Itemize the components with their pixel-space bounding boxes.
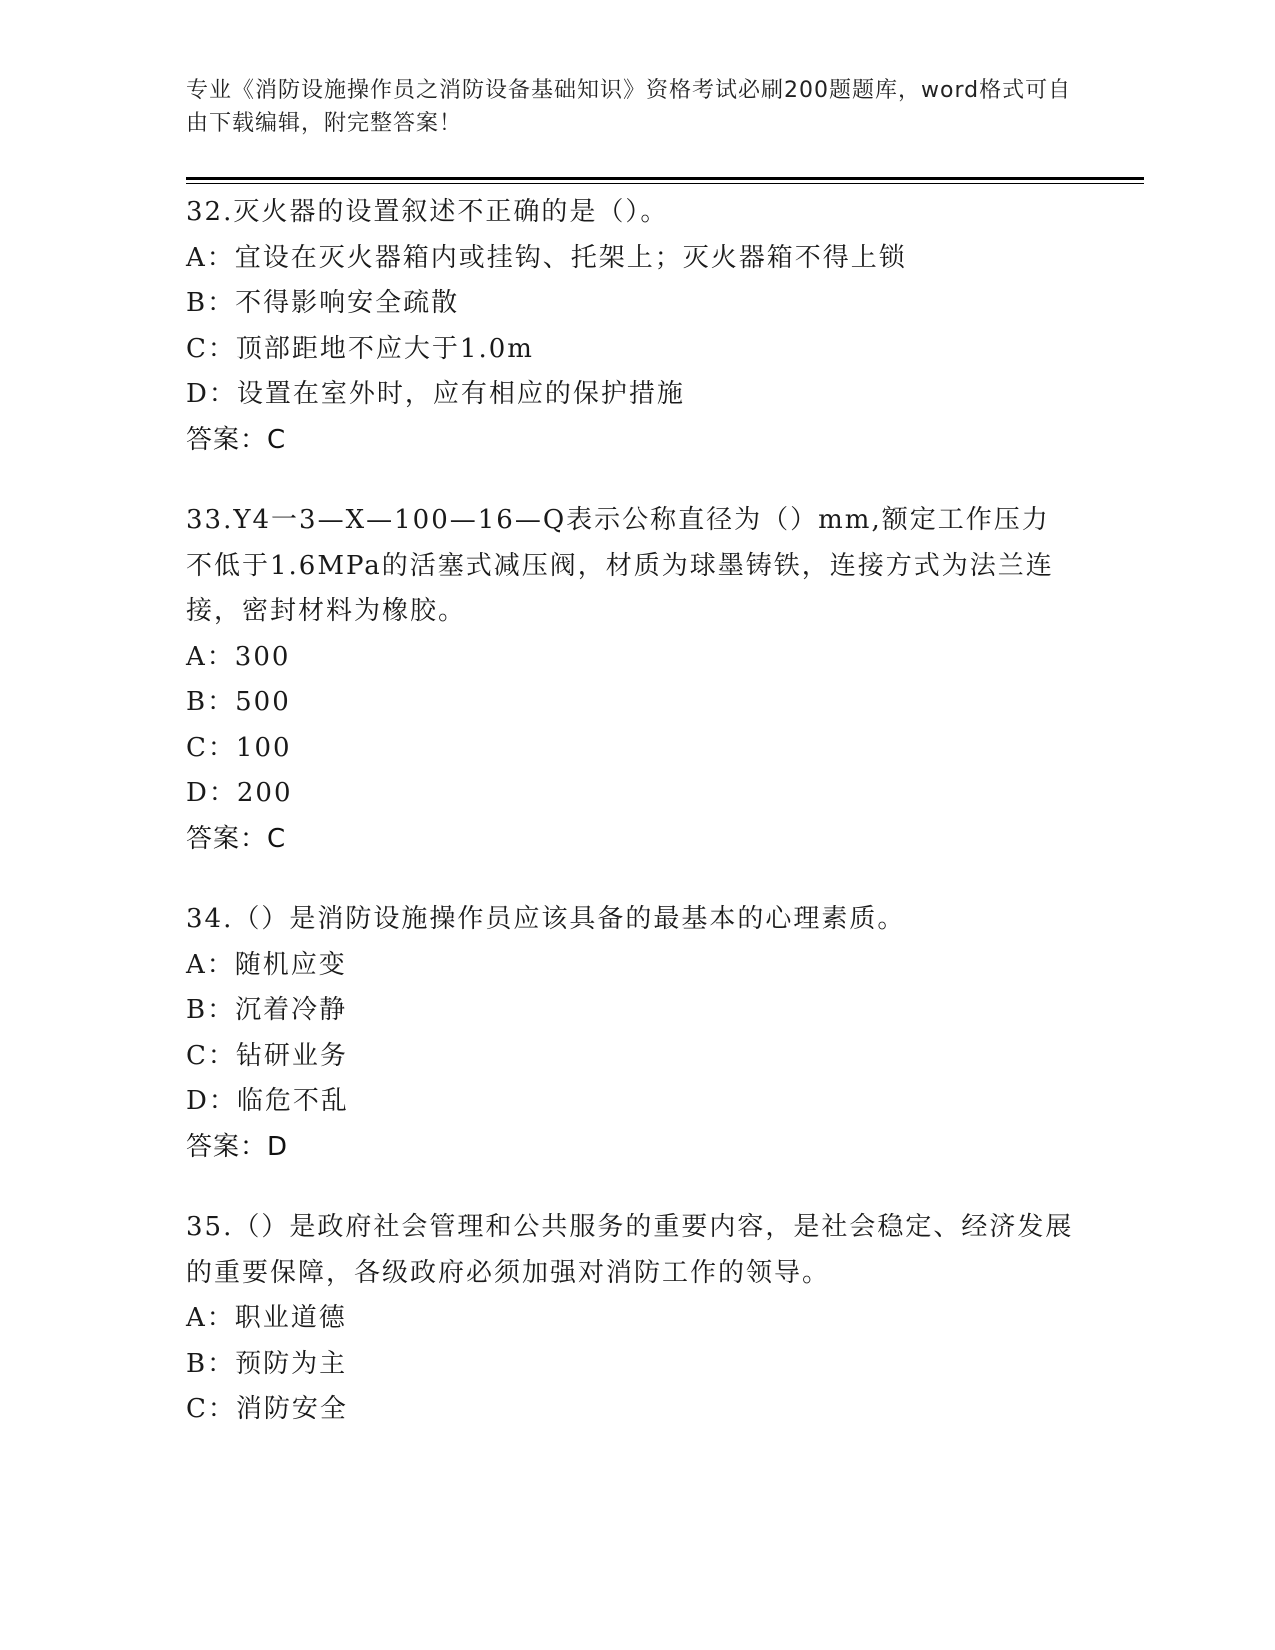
question-stem: 32.灭火器的设置叙述不正确的是（）。 [186, 197, 669, 227]
option-letter: A： [186, 242, 235, 273]
option-text: 随机应变 [234, 949, 347, 980]
option-text: 不得影响安全疏散 [235, 288, 460, 318]
question-stem: 35.（）是政府社会管理和公共服务的重要内容，是社会稳定、经济发展的重要保障，各级政府必须加强对消防工作的领导。 [186, 1212, 1074, 1288]
option-letter: B： [186, 288, 236, 318]
option-text: 消防安全 [235, 1394, 348, 1424]
option-letter: A： [186, 1303, 235, 1333]
question-32 [186, 190, 1076, 463]
option-text: 沉着冷静 [235, 995, 348, 1025]
option-letter: A： [186, 641, 235, 672]
question-33 [186, 498, 1076, 862]
option-letter: D： [186, 379, 237, 409]
option-a [186, 1296, 1076, 1342]
question-stem: 33.Y4一3—X—100—16—Q表示公称直径为（）mm,额定工作压力不低于1.6MPa的活塞式减压阀，材质为球墨铸铁，连接方式为法兰连接，密封材料为橡胶。 [186, 505, 1054, 626]
option-text: 顶部距地不应大于1.0m [235, 333, 534, 364]
option-c [186, 1034, 1076, 1080]
option-b [186, 988, 1076, 1034]
option-b [186, 1342, 1076, 1388]
header-rule-thin [186, 183, 1144, 184]
question-35 [186, 1205, 1076, 1433]
option-text: 500 [235, 687, 291, 717]
option-letter: C： [186, 333, 236, 364]
option-b [186, 281, 1076, 327]
option-letter: C： [186, 1040, 236, 1071]
header-rule-thick [186, 177, 1144, 180]
option-letter: B： [186, 687, 236, 717]
option-text: 钻研业务 [235, 1040, 348, 1071]
document-header: 专业《消防设施操作员之消防设备基础知识》资格考试必刷200题题库，word格式可自由下载编辑，附完整答案！ [186, 78, 1072, 136]
option-c [186, 726, 1076, 772]
option-text: 宜设在灭火器箱内或挂钩、托架上；灭火器箱不得上锁 [234, 242, 907, 273]
answer-line: 答案：C [186, 424, 287, 455]
option-letter: D： [186, 1086, 237, 1116]
option-letter: A： [186, 949, 235, 980]
option-letter: B： [186, 1348, 236, 1379]
option-letter: C： [186, 732, 236, 763]
option-c [186, 1387, 1076, 1433]
answer-line: 答案：D [186, 1131, 289, 1162]
answer-line: 答案：C [186, 823, 287, 854]
question-list [186, 190, 1076, 1468]
option-text: 临危不乱 [236, 1086, 349, 1116]
option-d [186, 372, 1076, 418]
option-text: 预防为主 [235, 1348, 348, 1379]
option-text: 设置在室外时，应有相应的保护措施 [236, 379, 685, 409]
question-34 [186, 897, 1076, 1170]
option-letter: B： [186, 995, 236, 1025]
option-d [186, 771, 1076, 817]
option-text: 300 [234, 641, 291, 672]
option-text: 100 [235, 732, 292, 763]
option-a [186, 943, 1076, 989]
option-letter: C： [186, 1394, 236, 1424]
option-b [186, 680, 1076, 726]
option-a [186, 635, 1076, 681]
option-d [186, 1079, 1076, 1125]
option-c [186, 327, 1076, 373]
option-letter: D： [186, 778, 237, 808]
option-text: 200 [236, 778, 293, 808]
question-stem: 34.（）是消防设施操作员应该具备的最基本的心理素质。 [186, 904, 906, 934]
option-text: 职业道德 [234, 1303, 347, 1333]
option-a [186, 236, 1076, 282]
